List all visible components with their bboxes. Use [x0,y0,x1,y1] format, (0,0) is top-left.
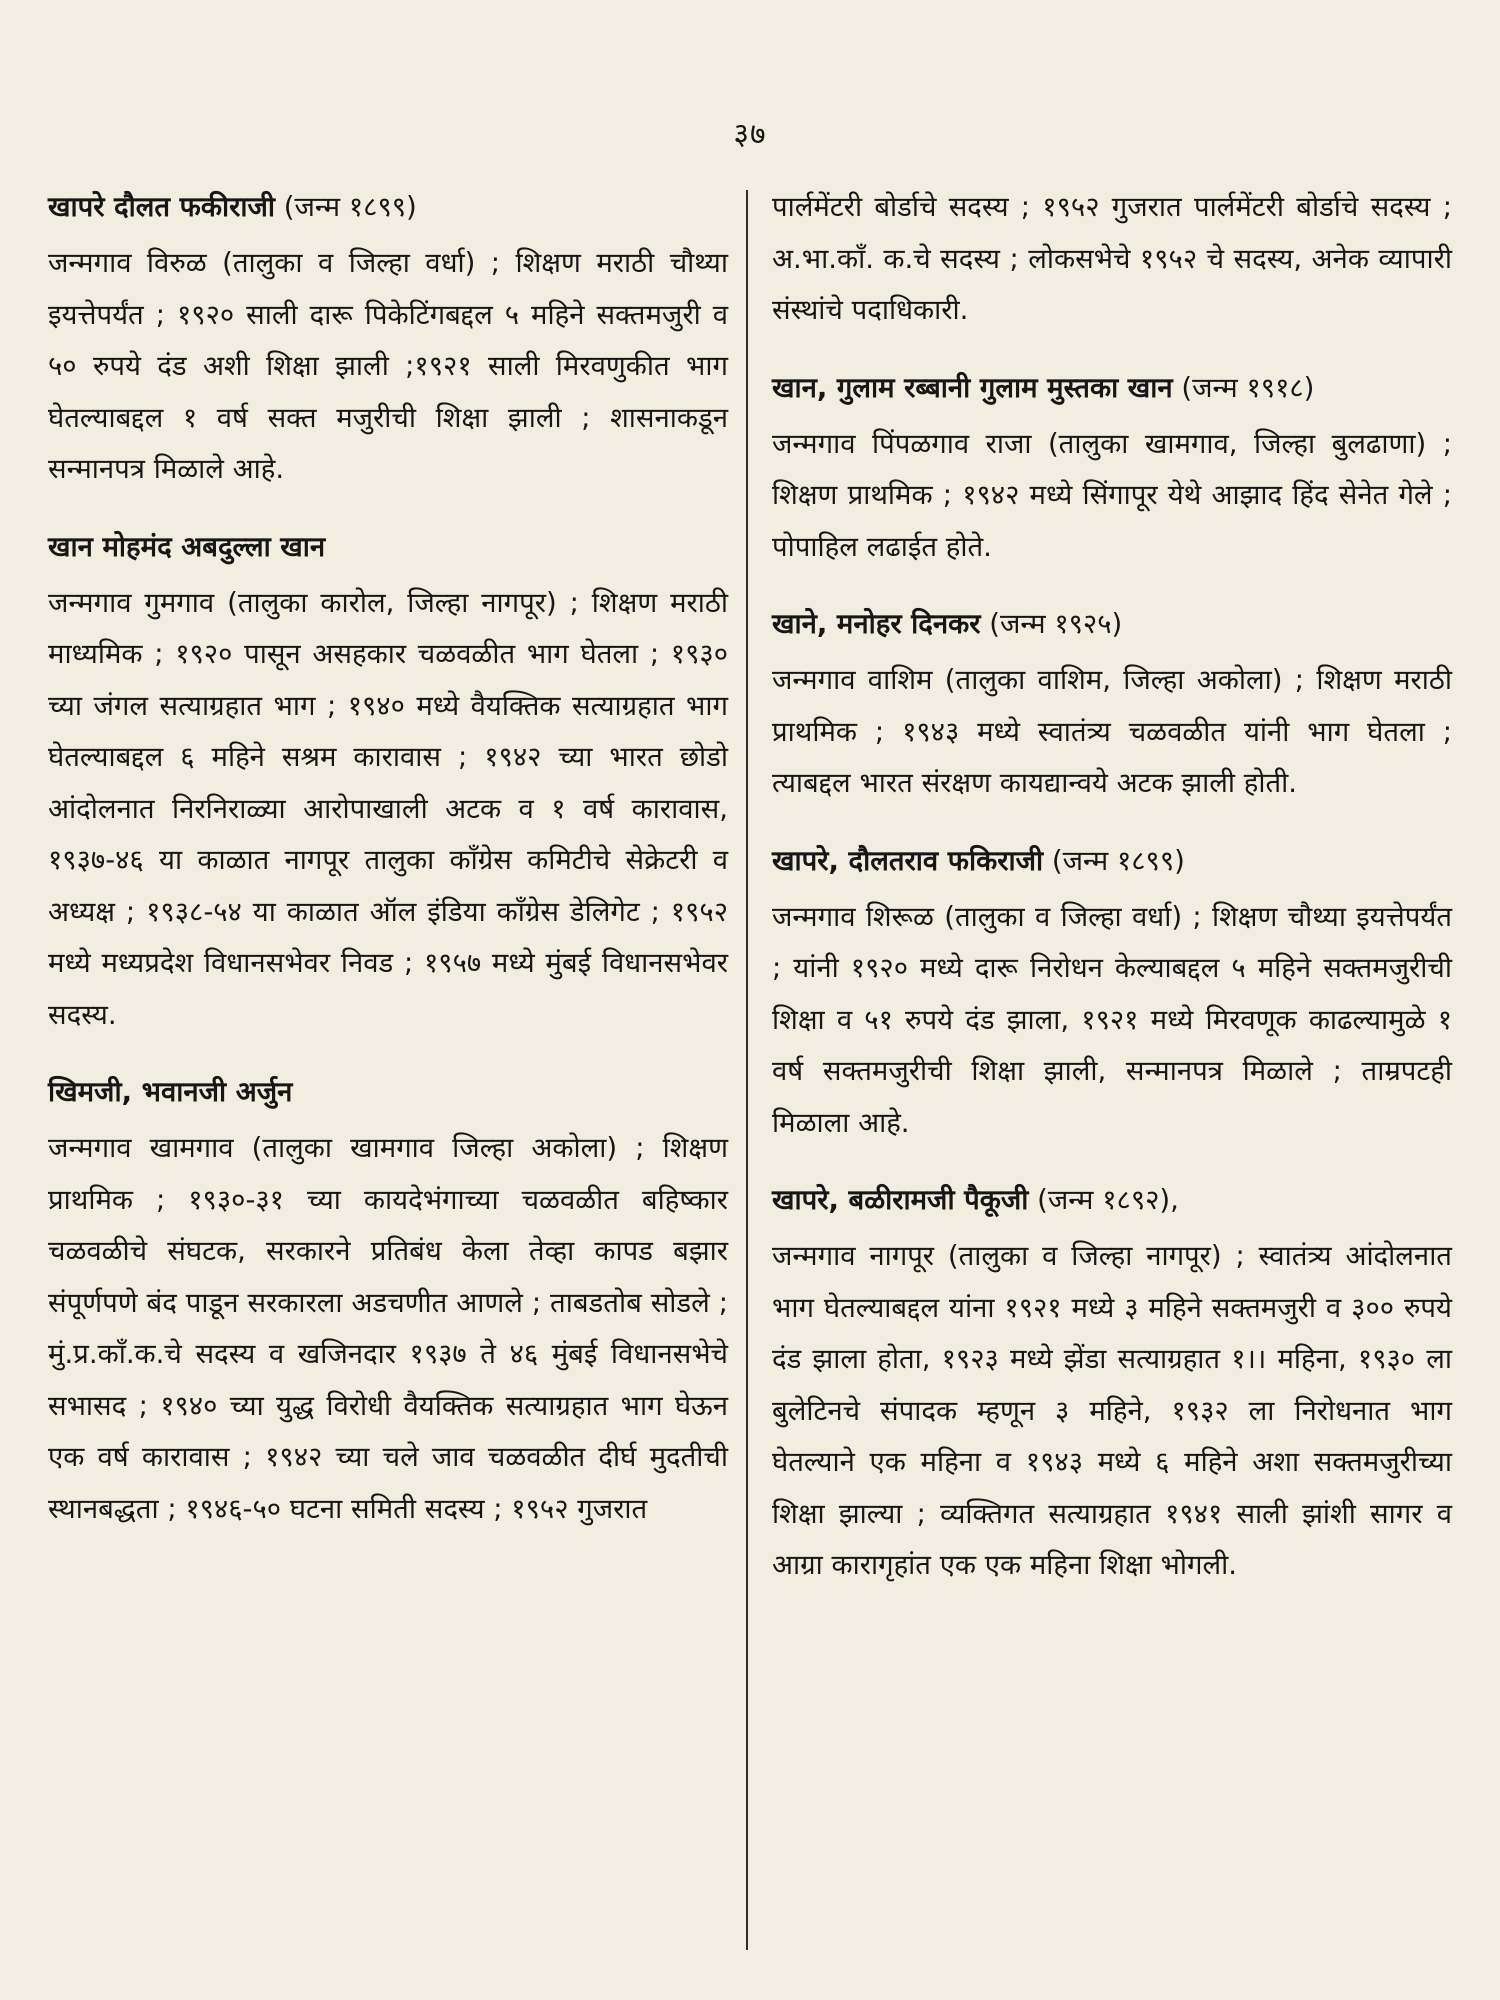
left-column [48,182,728,1561]
entry-heading [772,363,1452,413]
entry-heading [48,182,728,232]
continuation-entry [772,182,1452,337]
entry [48,1067,728,1535]
entry [772,599,1452,810]
entry-heading [772,1175,1452,1225]
entry-name: खान मोहमंद अबदुल्ला खान [48,530,326,563]
entry-heading [772,836,1452,886]
entry-text: जन्मगाव शिरूळ (तालुका व जिल्हा वर्धा) ; शिक्षण चौथ्या इयत्तेपर्यंत ; यांनी १९२० मध्ये दारू निरोधन केल्याबद्दल ५ महिने सक्तमजुरीची शिक्षा व ५१ रुपये दंड झाला, १९२१ मध्ये मिरवणूक काढल्यामुळे १ वर्ष सक्तमजुरीची शिक्षा झाली, सन्मानपत्र मिळाले ; ताम्रपटही मिळाला आहे. [772,900,1452,1139]
continuation-text: पार्लमेंटरी बोर्डाचे सदस्य ; १९५२ गुजरात पार्लमेंटरी बोर्डाचे सदस्य ; अ.भा.कॉं. क.चे सदस्य ; लोकसभेचे १९५२ चे सदस्य, अनेक व्यापारी संस्थांचे पदाधिकारी. [772,191,1452,326]
entry-name: खिमजी, भवानजी अर्जुन [48,1076,293,1108]
column-divider [746,190,748,1950]
entry-birth: (जन्म १८९२), [1037,1184,1179,1216]
entry [48,522,728,1042]
entry-text: जन्मगाव खामगाव (तालुका खामगाव जिल्हा अकोला) ; शिक्षण प्राथमिक ; १९३०-३१ च्या कायदेभंगाच्या चळवळीत बहिष्कार चळवळीचे संघटक, सरकारने प्रतिबंध केला तेव्हा कापड बझार संपूर्णपणे बंद पाडून सरकारला अडचणीत आणले ; ताबडतोब सोडले ; मुं.प्र.कॉं.क.चे सदस्य व खजिनदार १९३७ ते ४६ मुंबई विधानसभेचे सभासद ; १९४० च्या युद्ध विरोधी वैयक्तिक सत्याग्रहात भाग घेऊन एक वर्ष कारावास ; १९४२ च्या चले जाव चळवळीत दीर्घ मुदतीची स्थानबद्धता ; १९४६-५० घटना समिती सदस्य ; १९५२ गुजरात [48,1132,728,1525]
entry-text: जन्मगाव पिंपळगाव राजा (तालुका खामगाव, जिल्हा बुलढाणा) ; शिक्षण प्राथमिक ; १९४२ मध्ये सिंगापूर येथे आझाद हिंद सेनेत गेले ; पोपाहिल लढाईत होते. [772,427,1452,563]
entry [772,363,1452,574]
entry [772,1175,1452,1592]
page-number: ३७ [733,117,767,152]
entry-name: खापरे, बळीरामजी पैकूजी [772,1184,1029,1216]
entry-text: जन्मगाव वाशिम (तालुका वाशिम, जिल्हा अकोला) ; शिक्षण मराठी प्राथमिक ; १९४३ मध्ये स्वातंत्र्य चळवळीत यांनी भाग घेतला ; त्याबद्दल भारत संरक्षण कायद्यान्वये अटक झाली होती. [772,664,1452,799]
entry-text: जन्मगाव गुमगाव (तालुका कारोल, जिल्हा नागपूर) ; शिक्षण मराठी माध्यमिक ; १९२० पासून असहकार चळवळीत भाग घेतला ; १९३० च्या जंगल सत्याग्रहात भाग ; १९४० मध्ये वैयक्तिक सत्याग्रहात भाग घेतल्याबद्दल ६ महिने सश्रम कारावास ; १९४२ च्या भारत छोडो आंदोलनात निरनिराळ्या आरोपाखाली अटक व १ वर्ष कारावास, १९३७-४६ या काळात नागपूर तालुका कॉंग्रेस कमिटीचे सेक्रेटरी व अध्यक्ष ; १९३८-५४ या काळात ऑल इंडिया कॉंग्रेस डेलिगेट ; १९५२ मध्ये मध्यप्रदेश विधानसभेवर निवड ; १९५७ मध्ये मुंबई विधानसभेवर सदस्य. [48,586,728,1031]
entry-name: खान, गुलाम रब्बानी गुलाम मुस्तका खान [772,371,1173,404]
entry [48,182,728,496]
entry-name: खाने, मनोहर दिनकर [772,608,981,640]
entry-birth: (जन्म १९२५) [989,608,1123,640]
entry-birth: (जन्म १८९९) [1051,844,1185,877]
entry-text: जन्मगाव विरुळ (तालुका व जिल्हा वर्धा) ; शिक्षण मराठी चौथ्या इयत्तेपर्यंत ; १९२० साली दारू पिकेटिंगबद्दल ५ महिने सक्तमजुरी व ५० रुपये दंड अशी शिक्षा झाली ;१९२१ साली मिरवणुकीत भाग घेतल्याबद्दल १ वर्ष सक्त मजुरीची शिक्षा झाली ; शासनाकडून सन्मानपत्र मिळाले आहे. [48,247,728,485]
entry-text: जन्मगाव नागपूर (तालुका व जिल्हा नागपूर) ; स्वातंत्र्य आंदोलनात भाग घेतल्याबद्दल यांना १९२१ मध्ये ३ महिने सक्तमजुरी व ३०० रुपये दंड झाला होता, १९२३ मध्ये झेंडा सत्याग्रहात १।। महिना, १९३० ला बुलेटिनचे संपादक म्हणून ३ महिने, १९३२ ला निरोधनात भाग घेतल्याने एक महिना व १९४३ मध्ये ६ महिने अशा सक्तमजुरीच्या शिक्षा झाल्या ; व्यक्तिगत सत्याग्रहात १९४१ साली झांशी सागर व आग्रा कारागृहांत एक एक महिना शिक्षा भोगली. [772,1240,1452,1581]
entry-heading [772,599,1452,649]
entry-name: खापरे, दौलतराव फकिराजी [772,844,1044,877]
entry-heading [48,1067,728,1117]
entry-birth: (जन्म १९१८) [1181,371,1315,404]
entry-heading [48,522,728,572]
right-column [772,182,1452,1618]
entry-birth: (जन्म १८९९) [283,191,417,223]
entry-name: खापरे दौलत फकीराजी [48,191,276,223]
entry [772,836,1452,1150]
